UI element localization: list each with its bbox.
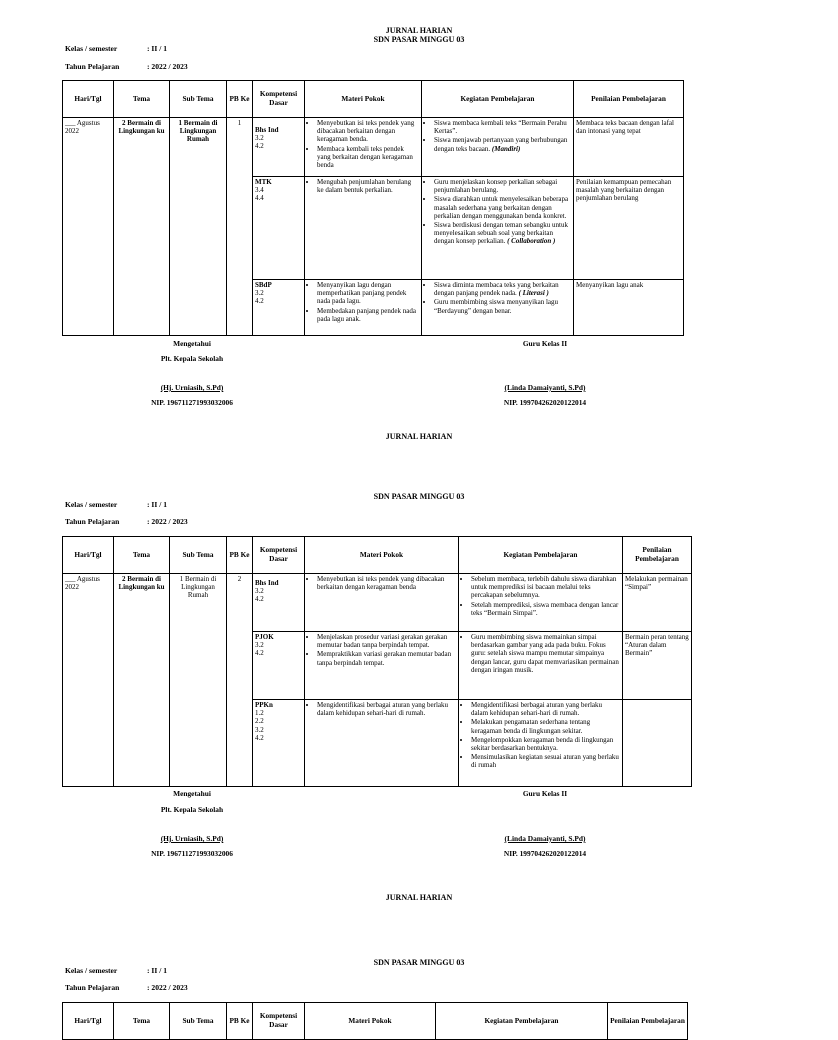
kd-subject: Bhs Ind [255,126,279,134]
materi-cell [305,177,422,280]
tahun-value: : 2022 / 2023 [147,62,188,71]
kegiatan-cell [422,280,574,336]
journal-1-title: JURNAL HARIAN [385,26,453,35]
kegiatan-cell [459,632,623,700]
penilaian-cell: Penilaian kemampuan pemecahan masalah yang berkaitan dengan penjumlahan berulang [574,177,684,280]
header-tema: Tema [114,537,170,574]
materi-item: • Mengubah penjumlahan berulang ke dalam bentuk perkalian. [317,178,419,194]
kegiatan-item: • Melakukan pengamatan sederhana tentang keragaman benda di lingkungan sekitar. [471,718,620,734]
kd-codes: 3.2 4.2 [255,289,264,306]
kegiatan-note: ( Collaboration ) [507,237,556,246]
sig-kepala-name: (Hj. Urniasih, S.Pd) [160,383,224,392]
materi-item: • Menyebutkan isi teks pendek yang dibacakan berkaitan dengan keragaman benda. [317,119,419,144]
header-hari: Hari/Tgl [63,81,114,118]
kd-codes: 3.2 4.2 [255,641,264,658]
materi-cell [305,280,422,336]
kd-subject: PJOK [255,633,274,641]
pb-cell: 2 [227,574,253,787]
header-subtema: Sub Tema [170,1003,227,1040]
journal-1-school: SDN PASAR MINGGU 03 [373,35,465,44]
kegiatan-item: • Siswa membaca kembali teks “Bermain Perahu Kertas”. [434,119,571,135]
kd-codes: 3.4 4.4 [255,186,264,203]
header-kd: Kompetensi Dasar [253,537,305,574]
kd-codes: 3.2 4.2 [255,587,264,604]
journal-3-school: SDN PASAR MINGGU 03 [373,958,465,967]
sig-guru-title: Guru Kelas II [522,789,568,798]
kegiatan-cell [459,574,623,632]
kegiatan-note: (Mandiri) [491,144,521,153]
kd-subject: PPKn [255,701,273,709]
kegiatan-note: ( Literasi ) [518,289,549,298]
tahun-label: Tahun Pelajaran [65,983,120,992]
sig-guru-name: (Linda Damaiyanti, S.Pd) [504,834,586,843]
tahun-label: Tahun Pelajaran [65,62,120,71]
kegiatan-text: Siswa menjawab pertanyaan yang berhubungan dengan teks bacaan. [434,136,568,153]
penilaian-cell: Melakukan permainan “Simpai” [623,574,692,632]
header-subtema: Sub Tema [170,81,227,118]
tahun-value: : 2022 / 2023 [147,983,188,992]
header-penilaian: Penilaian Pembelajaran [608,1003,688,1040]
kegiatan-text: Siswa diminta membaca teks yang berkaitan dengan panjang pendek nada. [434,281,559,298]
kelas-value: : II / 1 [147,500,168,509]
sig-kepala-title: Plt. Kepala Sekolah [160,354,224,363]
journal-2-school: SDN PASAR MINGGU 03 [373,492,465,501]
kd-cell [253,632,305,700]
kd-cell [253,574,305,632]
kegiatan-item [434,136,571,152]
kegiatan-item: • Guru menjelaskan konsep perkalian sebagai penjumlahan berulang. [434,178,571,194]
kegiatan-item: • Mengidentifikasi berbagai aturan yang berlaku dalam kehidupan sehari-hari di rumah. [471,701,620,717]
materi-item: • Mempraktikkan variasi gerakan memutar badan tanpa berpindah tempat. [317,650,456,666]
materi-item: • Menjelaskan prosedur variasi gerakan gerakan memutar badan tanpa berpindah tempat. [317,633,456,649]
header-kegiatan: Kegiatan Pembelajaran [459,537,623,574]
header-kegiatan: Kegiatan Pembelajaran [436,1003,608,1040]
kegiatan-item: • Sebelum membaca, terlebih dahulu siswa diarahkan untuk memprediksi isi bacaan melalui teks percakapan sebelumnya. [471,575,620,600]
header-materi: Materi Pokok [305,81,422,118]
journal-2-table [62,536,692,787]
materi-item: • Mengidentifikasi berbagai aturan yang berlaku dalam kehidupan sehari-hari di rumah. [317,701,456,717]
sig-guru-title: Guru Kelas II [522,339,568,348]
subtema-cell: 1 Bermain di Lingkungan Rumah [170,118,227,336]
penilaian-cell: Membaca teks bacaan dengan lafal dan intonasi yang tepat [574,118,684,177]
kegiatan-cell [422,177,574,280]
journal-1-table [62,80,684,336]
kelas-value: : II / 1 [147,966,168,975]
header-tema: Tema [114,1003,170,1040]
sig-guru-name: (Linda Damaiyanti, S.Pd) [504,383,586,392]
sig-guru-nip: NIP. 199704262020122014 [503,398,587,407]
journal-3-title: JURNAL HARIAN [385,893,453,902]
materi-cell [305,700,459,787]
sig-mengetahui: Mengetahui [173,789,211,798]
kd-cell [253,118,305,177]
kelas-value: : II / 1 [147,44,168,53]
penilaian-cell: Bermain peran tentang “Aturan dalam Bermain” [623,632,692,700]
kegiatan-item: • Siswa diarahkan untuk menyelesaikan beberapa masalah sederhana yang berkaitan dengan perkalian dengan menggunakan benda konkret. [434,195,571,220]
kegiatan-item [434,281,571,297]
tema-cell: 2 Bermain di Lingkungan ku [114,574,170,787]
kegiatan-item: • Mensimulasikan kegiatan sesuai aturan yang berlaku di rumah [471,753,620,769]
materi-cell [305,118,422,177]
materi-item: • Membaca kembali teks pendek yang berkaitan dengan keragaman benda [317,145,419,170]
materi-cell [305,574,459,632]
sig-guru-nip: NIP. 199704262020122014 [503,849,587,858]
kegiatan-item: • Mengelompokkan keragaman benda di lingkungan sekitar berdasarkan bentuknya. [471,736,620,752]
kegiatan-cell [422,118,574,177]
kd-cell [253,280,305,336]
sig-kepala-name: (Hj. Urniasih, S.Pd) [160,834,224,843]
header-subtema: Sub Tema [170,537,227,574]
materi-item: • Menyanyikan lagu dengan memperhatikan panjang pendek nada pada lagu. [317,281,419,306]
header-kd: Kompetensi Dasar [253,1003,305,1040]
materi-item: • Membedakan panjang pendek nada pada lagu anak. [317,307,419,323]
header-materi: Materi Pokok [305,537,459,574]
hari-cell: ___ Agustus 2022 [63,574,114,787]
kd-codes: 1.2 2.2 3.2 4.2 [255,709,264,742]
header-penilaian: Penilaian Pembelajaran [623,537,692,574]
header-pb: PB Ke [227,81,253,118]
header-pb: PB Ke [227,1003,253,1040]
kegiatan-item: • Setelah memprediksi, siswa membaca dengan lancar teks “Bermain Simpai”. [471,601,620,617]
tahun-label: Tahun Pelajaran [65,517,120,526]
header-materi: Materi Pokok [305,1003,436,1040]
journal-3-clip [0,1001,768,1029]
header-kegiatan: Kegiatan Pembelajaran [422,81,574,118]
kd-subject: MTK [255,178,272,186]
header-kd: Kompetensi Dasar [253,81,305,118]
kelas-label: Kelas / semester [65,44,118,53]
tema-cell: 2 Bermain di Lingkungan ku [114,118,170,336]
header-hari: Hari/Tgl [63,537,114,574]
kelas-label: Kelas / semester [65,966,118,975]
kelas-label: Kelas / semester [65,500,118,509]
penilaian-cell [623,700,692,787]
pb-cell: 1 [227,118,253,336]
header-hari: Hari/Tgl [63,1003,114,1040]
kd-cell [253,177,305,280]
journal-3-table [62,1002,688,1040]
kd-codes: 3.2 4.2 [255,134,264,151]
sig-kepala-nip: NIP. 196711271993032006 [151,849,233,858]
materi-cell [305,632,459,700]
kegiatan-item [434,221,571,246]
hari-cell: ___ Agustus 2022 [63,118,114,336]
materi-item: • Menyebutkan isi teks pendek yang dibacakan berkaitan dengan keragaman benda [317,575,456,591]
kegiatan-text: Siswa berdiskusi dengan teman sebangku untuk menyelesaikan sebuah soal yang berkaitan dengan konsep perkalian. [434,220,568,246]
header-pb: PB Ke [227,537,253,574]
header-penilaian: Penilaian Pembelajaran [574,81,684,118]
sig-kepala-nip: NIP. 196711271993032006 [151,398,233,407]
kd-subject: Bhs Ind [255,579,279,587]
kegiatan-item: • Guru membimbing siswa menyanyikan lagu “Berdayung” dengan benar. [434,298,571,314]
tahun-value: : 2022 / 2023 [147,517,188,526]
kd-cell [253,700,305,787]
penilaian-cell: Menyanyikan lagu anak [574,280,684,336]
kegiatan-item: • Guru membimbing siswa memainkan simpai berdasarkan gambar yang ada pada buku. Fokus guru: setelah siswa mampu memutar simpainya dengan lancar, guru dapat memvariasikan permainan dengan iringan musik. [471,633,620,674]
sig-mengetahui: Mengetahui [173,339,211,348]
subtema-cell: 1 Bermain di Lingkungan Rumah [170,574,227,787]
kegiatan-cell [459,700,623,787]
sig-kepala-title: Plt. Kepala Sekolah [160,805,224,814]
journal-2-title: JURNAL HARIAN [385,432,453,441]
header-tema: Tema [114,81,170,118]
kd-subject: SBdP [255,281,272,289]
